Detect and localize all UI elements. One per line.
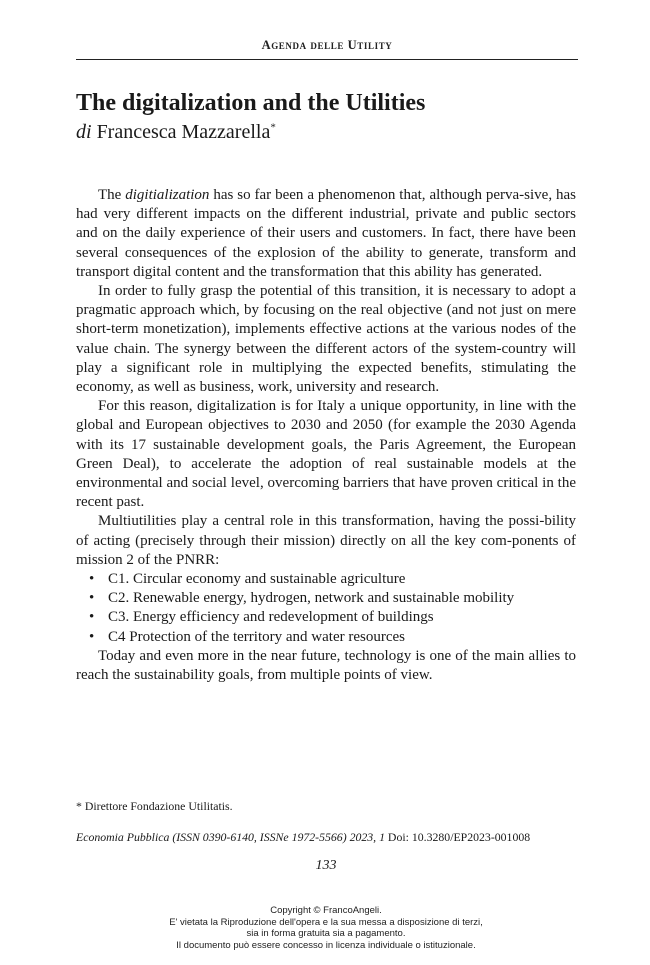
header-rule: [76, 59, 578, 60]
page-number: 133: [315, 858, 337, 873]
copyright-line: Il documento può essere concesso in licenza individuale o istituzionale.: [176, 939, 476, 951]
bullet-icon: •: [89, 590, 95, 607]
bullet-icon: •: [89, 609, 95, 626]
paragraph-1-rest: has so far been a phenomenon that, although perva-sive, has had very different impacts on the different industrial, private and public sectors and on the daily experience of their users and customers. In fact, there have been several consequences of the explosion of the ability to generate, transform and transport digital content and the transformation that this ability has generated.: [76, 187, 576, 280]
paragraph-1: [76, 186, 576, 282]
running-header: Agenda delle Utility: [261, 38, 393, 52]
author-footnote: * Direttore Fondazione Utilitatis.: [76, 799, 233, 813]
author-line: [76, 120, 276, 144]
doi: Doi: 10.3280/EP2023-001008: [384, 830, 531, 844]
journal-reference: Economia Pubblica (ISSN 0390-6140, ISSNe 1972-5566) 2023, 1: [76, 830, 385, 844]
list-item: [89, 628, 576, 647]
paragraph-5: Today and even more in the near future, technology is one of the main allies to reach the sustainability goals, from multiple points of view.: [76, 647, 576, 684]
paragraph-1-term: digitialization: [125, 187, 210, 203]
list-item-text: C2. Renewable energy, hydrogen, network and sustainable mobility: [108, 590, 515, 607]
list-item: [89, 589, 576, 608]
list-item-text: C3. Energy efficiency and redevelopment of buildings: [108, 609, 434, 626]
paragraph-1-lead: The: [98, 187, 126, 203]
article-title: The digitalization and the Utilities: [76, 90, 426, 116]
paragraph-3: For this reason, digitalization is for Italy a unique opportunity, in line with the global and European objectives to 2030 and 2050 (for example the 2030 Agenda with its 17 sustainable development goals, the Paris Agreement, the European Green Deal), to accelerate the adoption of real sustainable models at the environmental and social level, overcoming barriers that have proven critical in the recent past.: [76, 398, 576, 511]
copyright-line: sia in forma gratuita sia a pagamento.: [246, 928, 406, 940]
journal-citation: [76, 830, 576, 844]
list-item-text: C4 Protection of the territory and water resources: [108, 628, 405, 645]
copyright-notice: [76, 905, 576, 951]
paragraph-4: Multiutilities play a central role in this transformation, having the possi-bility of acting (precisely through their mission) directly on all the key com-ponents of mission 2 of the PNRR:: [76, 513, 576, 568]
bullet-icon: •: [89, 571, 95, 588]
author-name: Francesca Mazzarella: [96, 121, 271, 143]
list-item-text: C1. Circular economy and sustainable agriculture: [108, 571, 406, 588]
article-body: [76, 186, 576, 685]
copyright-line: E' vietata la Riproduzione dell'opera e la sua messa a disposizione di terzi,: [169, 916, 483, 928]
paragraph-2: In order to fully grasp the potential of this transition, it is necessary to adopt a pragmatic approach which, by focusing on the real objective (and not just on mere short-term monetization), implements effective actions at the various nodes of the value chain. The synergy between the different actors of the system-country will play a significant role in multiplying the expected benefits, stimulating the economy, as well as business, work, university and research.: [76, 283, 576, 396]
list-item: [89, 570, 576, 589]
mission-components-list: [76, 570, 576, 647]
copyright-line: Copyright © FrancoAngeli.: [270, 905, 382, 916]
list-item: [89, 608, 576, 627]
bullet-icon: •: [89, 628, 95, 645]
author-prefix: di: [76, 121, 92, 143]
author-footnote-mark: *: [270, 121, 276, 134]
